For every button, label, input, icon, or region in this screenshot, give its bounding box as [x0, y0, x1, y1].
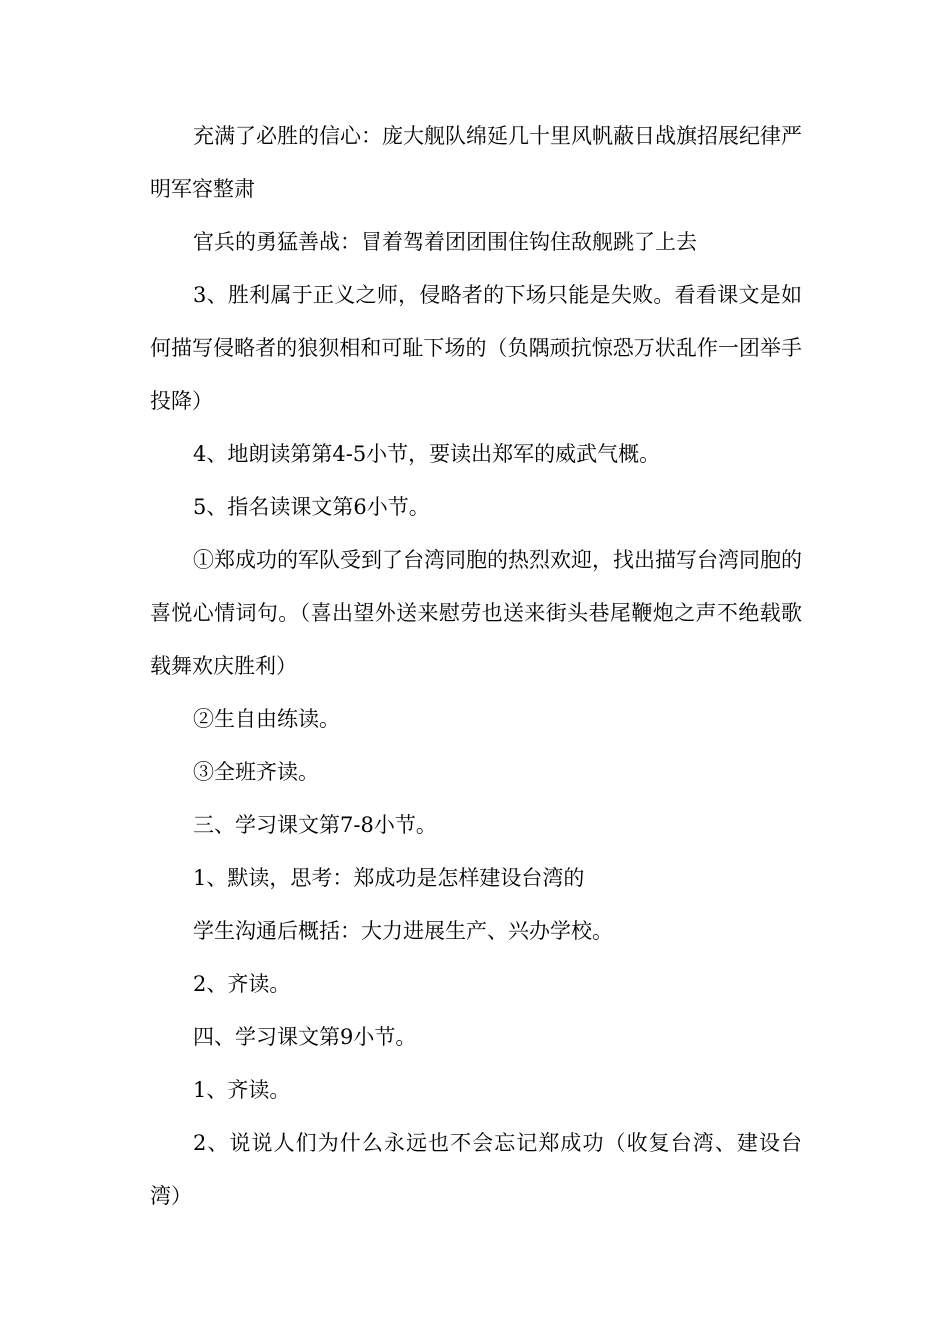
- section-heading-4: 四、学习课文第9小节。: [193, 1025, 417, 1049]
- paragraph-circled-1: ①郑成功的军队受到了台湾同胞的热烈欢迎，找出描写台湾同胞的喜悦心情词句。（喜出望外送来慰劳也送来街头巷尾鞭炮之声不绝载歌载舞欢庆胜利）: [150, 548, 802, 678]
- paragraph-section4-item-2: 2、说说人们为什么永远也不会忘记郑成功（收复台湾、建设台湾）: [150, 1131, 802, 1208]
- paragraph-circled-2: ②生自由练读。: [193, 707, 340, 731]
- paragraph-item-5: 5、指名读课文第6小节。: [193, 495, 430, 519]
- paragraph-confidence: 充满了必胜的信心：庞大舰队绵延几十里风帆蔽日战旗招展纪律严明军容整肃: [150, 124, 802, 201]
- paragraph-section4-item-1: 1、齐读。: [193, 1078, 291, 1102]
- paragraph-bravery: 官兵的勇猛善战：冒着驾着团团围住钩住敌舰跳了上去: [193, 230, 697, 254]
- document-body: [150, 110, 802, 1223]
- paragraph-circled-3: ③全班齐读。: [193, 760, 319, 784]
- paragraph-section3-item-1: 1、默读，思考：郑成功是怎样建设台湾的: [193, 866, 585, 890]
- paragraph-summary: 学生沟通后概括：大力进展生产、兴办学校。: [193, 919, 613, 943]
- paragraph-item-4: 4、地朗读第第4-5小节，要读出郑军的威武气概。: [193, 442, 661, 466]
- paragraph-section3-item-2: 2、齐读。: [193, 972, 291, 996]
- paragraph-item-3: 3、胜利属于正义之师，侵略者的下场只能是失败。看看课文是如何描写侵略者的狼狈相和可耻下场的（负隅顽抗惊恐万状乱作一团举手投降）: [150, 283, 802, 413]
- section-heading-3: 三、学习课文第7-8小节。: [193, 813, 437, 837]
